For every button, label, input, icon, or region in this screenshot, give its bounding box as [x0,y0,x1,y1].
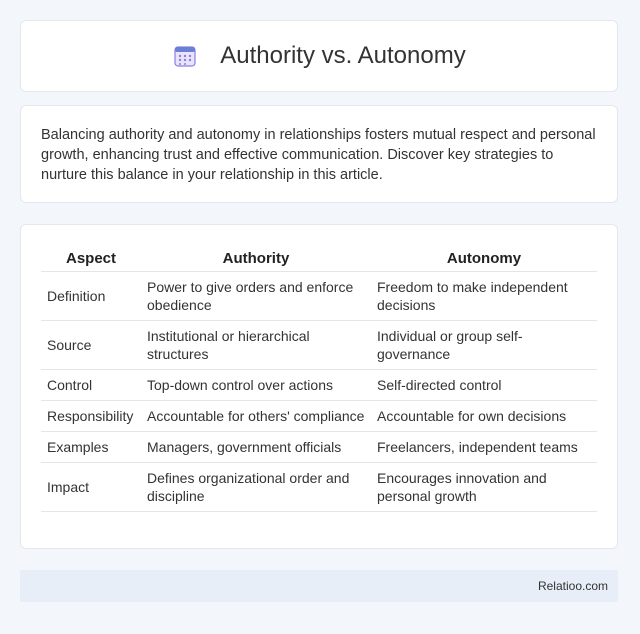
intro-text: Balancing authority and autonomy in relationships fosters mutual respect and personal growth, enhancing trust and effective communication. Discover key strategies to nurture this balance in your relationship in this article. [41,127,596,183]
header-aspect: Aspect [65,249,117,267]
table-cell: Freelancers, independent teams [377,439,578,455]
intro-card [20,105,618,203]
footer-brand-link[interactable]: Relatioo.com [537,579,608,593]
table-cell: Top-down control over actions [147,377,333,393]
table-cell: Impact [47,479,90,495]
table-cell: Power to give orders and enforce obedience [147,279,354,313]
calendar-icon [172,43,198,69]
comparison-card [20,224,618,549]
table-cell: Managers, government officials [147,439,342,455]
header-authority: Authority [222,249,290,267]
table-row [41,370,597,401]
table-cell: Responsibility [47,408,134,424]
table-cell: Control [47,377,93,393]
table-cell: Definition [47,288,106,304]
table-cell: Accountable for own decisions [377,408,567,424]
table-cell: Examples [47,439,109,455]
table-row [41,463,597,512]
table-cell: Individual or group self-governance [377,328,523,362]
table-cell: Institutional or hierarchical structures [147,328,310,362]
table-cell: Source [47,337,92,353]
header-autonomy: Autonomy [446,249,522,267]
table-cell: Self-directed control [377,377,502,393]
table-cell: Defines organizational order and discipline [147,470,350,504]
table-cell: Accountable for others' compliance [147,408,365,424]
footer [20,570,618,602]
table-row [41,432,597,463]
table-cell: Freedom to make independent decisions [377,279,568,313]
table-header-row [41,245,597,272]
comparison-table [41,245,597,512]
table-cell: Encourages innovation and personal growth [377,470,547,504]
table-row [41,272,597,321]
table-row [41,401,597,432]
title-card [20,20,618,92]
page-title: Authority vs. Autonomy [220,42,466,69]
table-row [41,321,597,370]
